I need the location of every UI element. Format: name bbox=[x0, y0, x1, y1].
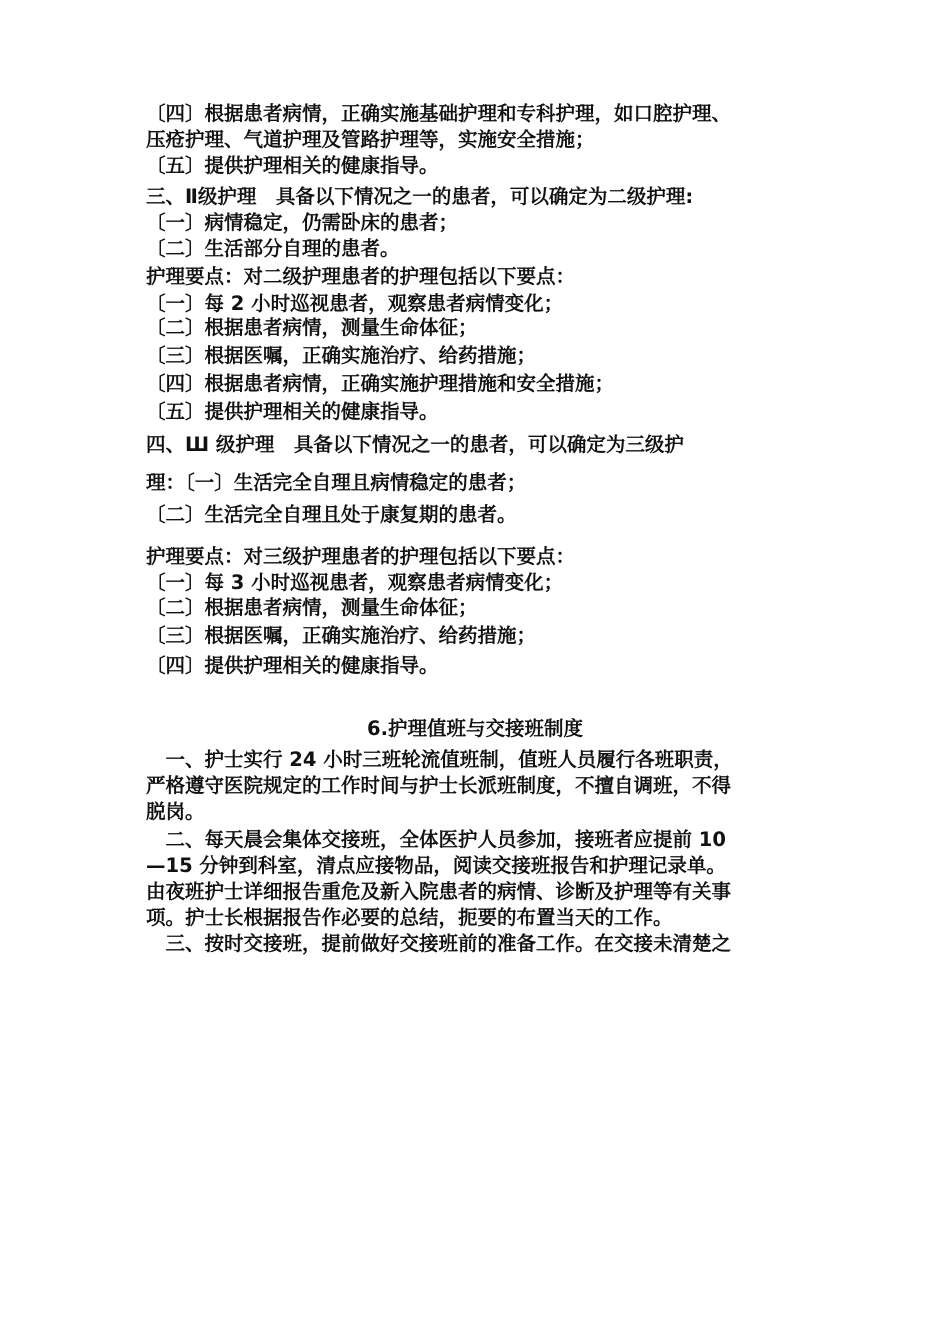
text-line: 〔二〕生活完全自理且处于康复期的患者。 bbox=[146, 503, 517, 526]
paragraph-line: —15 分钟到科室，清点应接物品，阅读交接班报告和护理记录单。 bbox=[146, 854, 726, 877]
text-line: 〔三〕根据医嘱，正确实施治疗、给药措施； bbox=[146, 624, 537, 647]
subheading: 护理要点：对二级护理患者的护理包括以下要点： bbox=[146, 265, 576, 288]
text-line: 〔四〕提供护理相关的健康指导。 bbox=[146, 654, 439, 677]
text-line: 〔五〕提供护理相关的健康指导。 bbox=[146, 154, 439, 177]
subheading: 护理要点：对三级护理患者的护理包括以下要点： bbox=[146, 545, 576, 568]
text-line: 〔一〕病情稳定，仍需卧床的患者； bbox=[146, 211, 459, 234]
text-line: 〔二〕根据患者病情，测量生命体征； bbox=[146, 316, 478, 339]
paragraph-line: 三、按时交接班，提前做好交接班前的准备工作。在交接未清楚之 bbox=[146, 932, 732, 955]
paragraph-line: 由夜班护士详细报告重危及新入院患者的病情、诊断及护理等有关事 bbox=[146, 880, 732, 903]
text-line: 〔四〕根据患者病情，正确实施护理措施和安全措施； bbox=[146, 372, 615, 395]
text-line: 〔二〕生活部分自理的患者。 bbox=[146, 237, 400, 260]
paragraph-line: 二、每天晨会集体交接班，全体医护人员参加，接班者应提前 10 bbox=[146, 828, 726, 851]
section-heading: 三、Ⅱ级护理 具备以下情况之一的患者，可以确定为二级护理: bbox=[146, 185, 694, 208]
text-line: 〔一〕每 2 小时巡视患者，观察患者病情变化； bbox=[146, 292, 564, 315]
text-line: 〔二〕根据患者病情，测量生命体征； bbox=[146, 596, 478, 619]
section-title: 6.护理值班与交接班制度 bbox=[367, 717, 583, 740]
text-line: 〔三〕根据医嘱，正确实施治疗、给药措施； bbox=[146, 344, 537, 367]
paragraph-line: 项。护士长根据报告作必要的总结，扼要的布置当天的工作。 bbox=[146, 906, 673, 929]
section-heading: 四、Ш 级护理 具备以下情况之一的患者，可以确定为三级护 bbox=[146, 433, 684, 456]
paragraph-line: 脱岗。 bbox=[146, 800, 205, 823]
text-line: 压疮护理、气道护理及管路护理等，实施安全措施； bbox=[146, 128, 595, 151]
paragraph-line: 一、护士实行 24 小时三班轮流值班制，值班人员履行各班职责， bbox=[146, 748, 733, 771]
text-line: 〔一〕每 3 小时巡视患者，观察患者病情变化； bbox=[146, 571, 564, 594]
text-line: 〔四〕根据患者病情，正确实施基础护理和专科护理，如口腔护理、 bbox=[146, 102, 732, 125]
text-line: 〔五〕提供护理相关的健康指导。 bbox=[146, 400, 439, 423]
paragraph-line: 严格遵守医院规定的工作时间与护士长派班制度，不擅自调班，不得 bbox=[146, 774, 732, 797]
text-line: 理：〔一〕生活完全自理且病情稳定的患者； bbox=[146, 471, 527, 494]
